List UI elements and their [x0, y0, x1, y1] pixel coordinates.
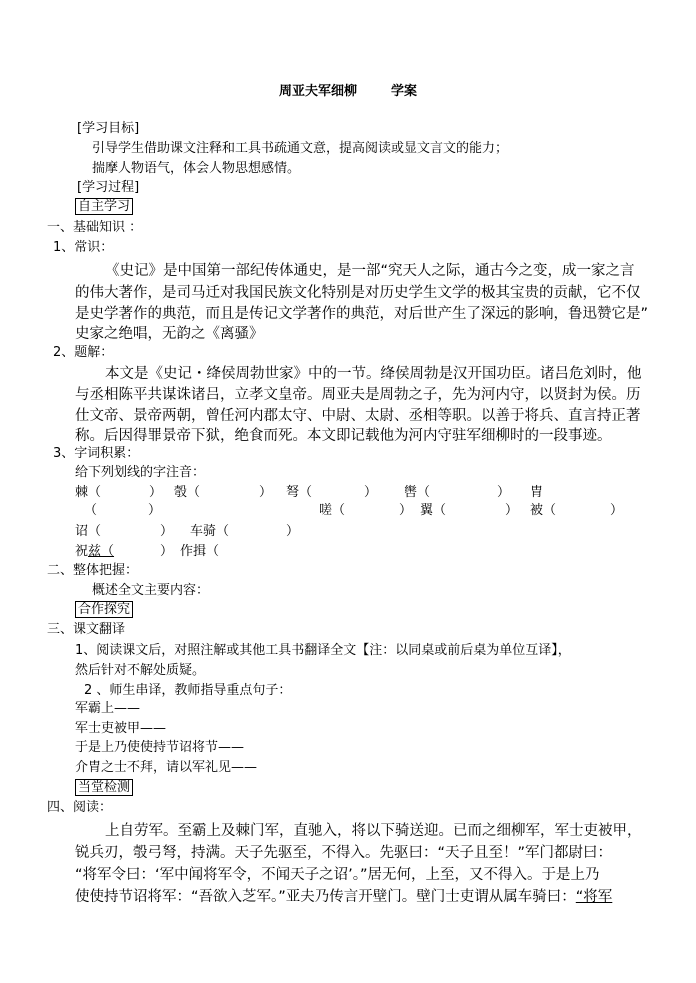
reading-line: “将军令曰：‘军中闻将军令，不闻天子之诏’。”居无何，上至，又不得入。于是上乃: [75, 867, 600, 883]
paragraph-line: 与丞相陈平共谋诛诸吕，立孝文皇帝。周亚夫是周勃之子，先为河内守，以贤封为侯。历: [75, 387, 641, 403]
vocab-char: 车骑（: [190, 524, 230, 539]
vocab-close: ）: [399, 503, 413, 518]
translation-step-2: 2 、师生串译，教师指导重点句子：: [84, 683, 292, 698]
vocab-char: 嗟（: [319, 503, 346, 518]
underlined-quote: “将军: [575, 889, 613, 905]
paragraph-line: 本文是《史记・绛侯周勃世家》中的一节。绛侯周勃是汉开国功臣。诸吕危刘时，他: [105, 366, 642, 382]
vocab-char: 胄: [530, 485, 544, 500]
title-sub: 学案: [391, 84, 418, 99]
vocab-close: ）: [286, 524, 300, 539]
check-box: [75, 780, 133, 796]
title-explanation-heading: 2、题解：: [53, 345, 114, 360]
coop-box: [75, 602, 133, 618]
self-study-box: [75, 199, 133, 215]
common-sense-heading: 1、常识：: [53, 240, 114, 255]
vocab-close: ）: [505, 503, 519, 518]
vocab-close: ）: [610, 503, 624, 518]
paragraph-line: 称。后因得罪景帝下狱，绝食而死。本文即记载他为河内守驻军细柳时的一段事迹。: [75, 428, 612, 444]
vocab-open: （: [84, 503, 98, 518]
translation-step-1: 1、阅读课文后，对照注解或其他工具书翻译全文【注：以同桌或前后桌为单位互译】，: [75, 643, 571, 658]
vocab-item: 祝兹（: [75, 544, 115, 559]
goals-header: [学习目标]: [77, 121, 140, 136]
key-sentence: 军霸上——: [75, 701, 141, 716]
summary-prompt: 概述全文主要内容：: [92, 583, 210, 598]
check-label: 当堂检测: [75, 779, 133, 796]
vocab-close: ）: [148, 503, 162, 518]
vocab-char: 翼（: [420, 503, 447, 518]
vocab-char: 棘（: [75, 485, 102, 500]
vocab-close: ）: [364, 485, 378, 500]
reading-line: 锐兵刃，彀弓弩，持满。天子先驱至，不得入。先驱曰：“天子且至！”军门都尉曰：: [75, 845, 613, 861]
translation-step-1-cont: 然后针对不解处质疑。: [75, 663, 206, 678]
reading-line: 上自劳军。至霸上及棘门军，直驰入，将以下骑送迎。已而之细柳军，军士吏被甲，: [105, 823, 642, 839]
vocab-close: ）: [149, 485, 163, 500]
vocab-char: 诏（: [75, 524, 102, 539]
vocab-close: ）: [160, 544, 174, 559]
reading-line: 使使持节诏将军：“吾欲入芝军。”亚夫乃传言开壁门。壁门士吏谓从属车骑曰：“将军: [75, 889, 613, 905]
page-title: [0, 80, 696, 99]
vocab-char: 被（: [530, 503, 557, 518]
section-3-heading: 三、课文翻译: [47, 622, 126, 637]
vocab-char: 彀（: [174, 485, 201, 500]
key-sentence: 于是上乃使使持节诏将节——: [75, 740, 245, 755]
goal-2: 揣摩人物语气，体会人物思想感情。: [92, 161, 301, 176]
paragraph-line: 史家之绝唱，无韵之《离骚》: [75, 326, 264, 342]
paragraph-line: 仕文帝、景帝两朝，曾任河内郡太守、中尉、太尉、丞相等职。以善于将兵、直言持正著: [75, 408, 641, 424]
vocab-char: 作揖（: [180, 544, 220, 559]
vocab-heading: 3、字词积累：: [53, 446, 140, 461]
vocab-char: 辔（: [404, 485, 431, 500]
section-4-heading: 四、阅读：: [47, 800, 113, 815]
self-study-label: 自主学习: [75, 198, 133, 215]
coop-label: 合作探究: [75, 601, 133, 618]
vocab-close: ）: [497, 485, 511, 500]
key-sentence: 军士吏被甲——: [75, 721, 167, 736]
vocab-char: 弩（: [286, 485, 313, 500]
vocab-instruction: 给下列划线的字注音：: [75, 465, 206, 480]
paragraph-line: 的伟大著作，是司马迁对我国民族文化特别是对历史学生文学的极其宝贵的贡献，它不仅: [75, 285, 641, 301]
paragraph-line: 《史记》是中国第一部纪传体通史，是一部“究天人之际，通古今之变，成一家之言: [105, 263, 635, 279]
goal-1: 引导学生借助课文注释和工具书疏通文意，提高阅读或显文言文的能力；: [92, 141, 509, 156]
vocab-close: ）: [259, 485, 273, 500]
paragraph-line: 是史学著作的典范，而且是传记文学著作的典范，对后世产生了深远的影响，鲁迅赞它是”: [75, 306, 649, 322]
process-header: [学习过程]: [77, 180, 140, 195]
section-2-heading: 二、整体把握：: [47, 563, 139, 578]
title-main: 周亚夫军细柳: [278, 84, 357, 99]
vocab-close: ）: [160, 524, 174, 539]
section-1-heading: 一、基础知识 ：: [47, 220, 143, 235]
key-sentence: 介胄之士不拜，请以军礼见——: [75, 760, 258, 775]
